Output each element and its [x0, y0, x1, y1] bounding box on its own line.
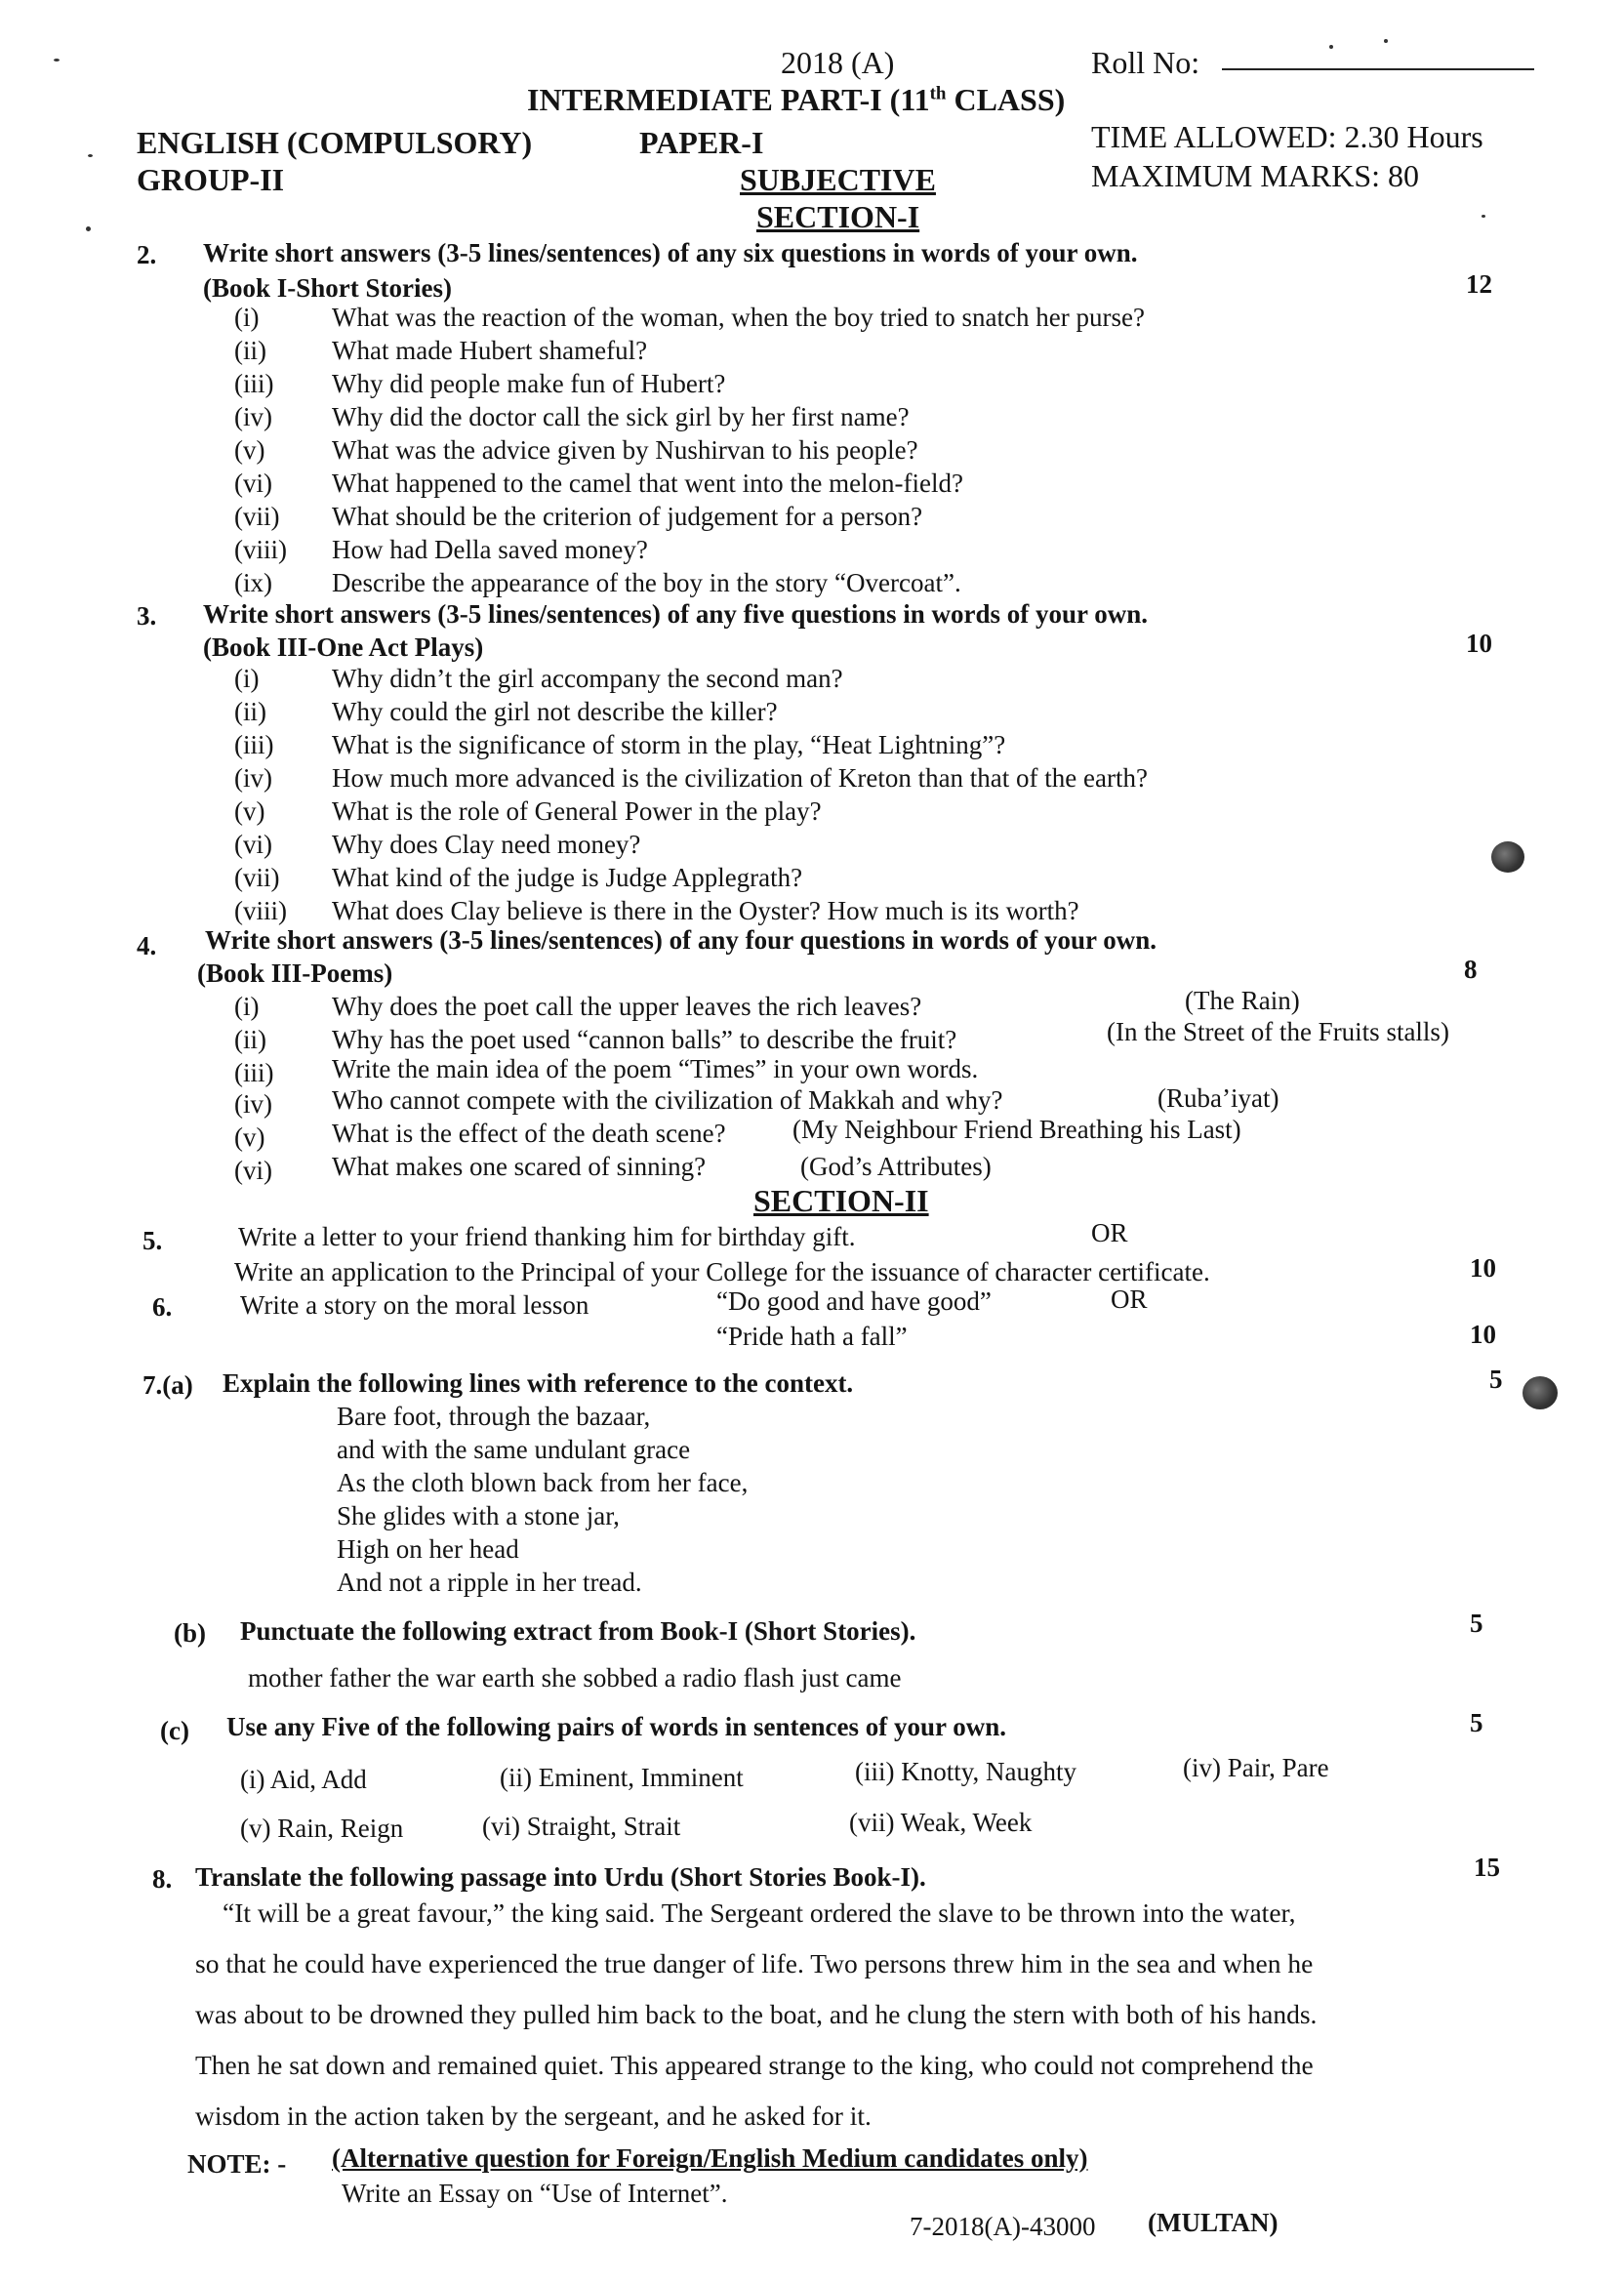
q4-marks: 8 [1464, 955, 1478, 984]
q3-number: 3. [137, 601, 157, 631]
q4-item-source: (God’s Attributes) [800, 1152, 992, 1181]
poem-line: As the cloth blown back from her face, [337, 1468, 749, 1497]
q3-item-text: What is the significance of storm in the play, “Heat Lightning”? [332, 730, 1006, 759]
q3-item-text: What kind of the judge is Judge Applegrath? [332, 863, 803, 892]
passage-line: wisdom in the action taken by the sergeant, and he asked for it. [195, 2100, 872, 2131]
q4-item-label: (i) [234, 992, 260, 1021]
q4-item-text: Who cannot compete with the civilization of Makkah and why? [332, 1085, 1003, 1115]
q2-item-label: (v) [234, 435, 265, 465]
q4-instruction: Write short answers (3-5 lines/sentences) of any four questions in words of your own. [205, 925, 1157, 955]
q4-item-label: (vi) [234, 1156, 272, 1185]
q2-item-text: Describe the appearance of the boy in the story “Overcoat”. [332, 568, 961, 597]
q2-item-label: (iii) [234, 369, 274, 398]
word-pair: (vi) Straight, Strait [482, 1812, 681, 1841]
q6-or: OR [1111, 1285, 1148, 1314]
q7b-instruction: Punctuate the following extract from Book-I (Short Stories). [240, 1616, 916, 1646]
q2-item-text: Why did people make fun of Hubert? [332, 369, 726, 398]
scan-speck [1329, 45, 1333, 49]
passage-line: Then he sat down and remained quiet. This appeared strange to the king, who could not comprehend the [195, 2050, 1314, 2080]
scan-speck [86, 226, 91, 231]
word-pair: (iv) Pair, Pare [1183, 1753, 1329, 1782]
q2-item-label: (ix) [234, 568, 272, 597]
q4-item-source: (In the Street of the Fruits stalls) [1107, 1017, 1449, 1046]
q3-item-label: (iv) [234, 763, 272, 793]
q3-item-label: (vi) [234, 830, 272, 859]
q2-marks: 12 [1466, 269, 1492, 299]
passage-line: “It will be a great favour,” the king said. The Sergeant ordered the slave to be thrown into the water, [223, 1897, 1296, 1928]
word-pair: (iii) Knotty, Naughty [855, 1757, 1076, 1786]
paper-code: 7-2018(A)-43000 [910, 2212, 1096, 2241]
time-allowed: TIME ALLOWED: 2.30 Hours [1091, 119, 1483, 154]
q7b-marks: 5 [1470, 1609, 1483, 1638]
q6-marks: 10 [1470, 1320, 1496, 1349]
poem-line: High on her head [337, 1534, 519, 1564]
exam-level-superscript: th [929, 83, 947, 104]
maximum-marks: MAXIMUM MARKS: 80 [1091, 158, 1420, 193]
q3-book: (Book III-One Act Plays) [203, 632, 484, 662]
q4-number: 4. [137, 931, 157, 960]
q3-item-label: (iii) [234, 730, 274, 759]
subject-title: ENGLISH (COMPULSORY) [137, 125, 533, 160]
q8-marks: 15 [1474, 1853, 1500, 1882]
q7b-number: (b) [174, 1618, 206, 1648]
scan-speck [54, 59, 60, 61]
q4-item-label: (v) [234, 1122, 265, 1152]
section-2-title: SECTION-II [753, 1183, 929, 1218]
q2-item-text: How had Della saved money? [332, 535, 648, 564]
q3-item-text: What does Clay believe is there in the Oyster? How much is its worth? [332, 896, 1079, 925]
q3-item-label: (v) [234, 796, 265, 826]
q4-item-text: Why does the poet call the upper leaves the rich leaves? [332, 992, 922, 1021]
q2-item-label: (vii) [234, 502, 280, 531]
exam-level [527, 82, 1065, 118]
q5-number: 5. [142, 1226, 163, 1255]
q2-item-label: (ii) [234, 336, 266, 365]
exam-year: 2018 (A) [781, 45, 895, 80]
paper-region: (MULTAN) [1148, 2208, 1279, 2237]
scan-speck [1482, 215, 1485, 218]
paper-title: PAPER-I [639, 125, 764, 160]
q4-item-label: (iii) [234, 1058, 274, 1087]
poem-line: Bare foot, through the bazaar, [337, 1402, 651, 1431]
q3-item-label: (viii) [234, 896, 287, 925]
paper-type: SUBJECTIVE [740, 162, 936, 197]
note-label: NOTE: - [187, 2149, 287, 2179]
q3-item-text: What is the role of General Power in the play? [332, 796, 822, 826]
poem-line: And not a ripple in her tread. [337, 1568, 642, 1597]
exam-level-end: CLASS) [946, 82, 1066, 117]
q4-item-text: Write the main idea of the poem “Times” in your own words. [332, 1054, 979, 1083]
q7c-instruction: Use any Five of the following pairs of words in sentences of your own. [226, 1712, 1006, 1741]
poem-line: and with the same undulant grace [337, 1435, 691, 1464]
q4-item-text: What makes one scared of sinning? [332, 1152, 707, 1181]
passage-line: was about to be drowned they pulled him back to the boat, and he clung the stern with both of his hands. [195, 1999, 1318, 2029]
q7a-marks: 5 [1489, 1365, 1503, 1394]
q2-instruction: Write short answers (3-5 lines/sentences) of any six questions in words of your own. [203, 238, 1138, 267]
q4-item-source: (The Rain) [1185, 986, 1300, 1015]
q3-item-label: (i) [234, 664, 260, 693]
q3-instruction: Write short answers (3-5 lines/sentences) of any five questions in words of your own. [203, 599, 1148, 629]
q8-instruction: Translate the following passage into Urdu (Short Stories Book-I). [195, 1862, 926, 1892]
q5-option-application: Write an application to the Principal of your College for the issuance of character certificate. [234, 1257, 1210, 1286]
q5-option-letter: Write a letter to your friend thanking him for birthday gift. [238, 1222, 856, 1251]
q2-item-label: (viii) [234, 535, 287, 564]
q4-item-label: (ii) [234, 1025, 266, 1054]
q2-item-text: What made Hubert shameful? [332, 336, 648, 365]
q3-item-text: Why could the girl not describe the killer? [332, 697, 778, 726]
word-pair: (vii) Weak, Week [849, 1808, 1033, 1837]
q5-or: OR [1091, 1218, 1128, 1247]
q2-item-text: What happened to the camel that went into the melon-field? [332, 469, 964, 498]
q4-item-text: Why has the poet used “cannon balls” to describe the fruit? [332, 1025, 957, 1054]
scan-speck [1384, 39, 1388, 43]
q7a-instruction: Explain the following lines with reference to the context. [223, 1368, 854, 1398]
q2-item-text: Why did the doctor call the sick girl by her first name? [332, 402, 910, 431]
q2-item-text: What should be the criterion of judgement for a person? [332, 502, 923, 531]
word-pair: (ii) Eminent, Imminent [500, 1763, 744, 1792]
word-pair: (v) Rain, Reign [240, 1814, 404, 1843]
q2-item-text: What was the reaction of the woman, when the boy tried to snatch her purse? [332, 303, 1145, 332]
q4-item-source: (Ruba’iyat) [1157, 1083, 1279, 1113]
q3-item-label: (vii) [234, 863, 280, 892]
q4-item-label: (iv) [234, 1089, 272, 1119]
q7c-marks: 5 [1470, 1708, 1483, 1737]
q7a-number: 7.(a) [142, 1370, 193, 1400]
q4-book: (Book III-Poems) [197, 958, 393, 988]
passage-line: so that he could have experienced the true danger of life. Two persons threw him in the sea and when he [195, 1948, 1314, 1978]
q6-option-1: “Do good and have good” [716, 1286, 992, 1316]
section-1-title: SECTION-I [756, 199, 920, 234]
q2-item-label: (i) [234, 303, 260, 332]
q7b-extract: mother father the war earth she sobbed a radio flash just came [248, 1663, 902, 1693]
group-title: GROUP-II [137, 162, 285, 197]
poem-line: She glides with a stone jar, [337, 1501, 620, 1530]
scan-speck [88, 154, 93, 157]
q2-book: (Book I-Short Stories) [203, 273, 452, 303]
q6-option-2: “Pride hath a fall” [716, 1322, 908, 1351]
q3-item-text: Why does Clay need money? [332, 830, 641, 859]
q6-number: 6. [152, 1292, 173, 1322]
q3-item-text: Why didn’t the girl accompany the second man? [332, 664, 843, 693]
q2-item-text: What was the advice given by Nushirvan to his people? [332, 435, 918, 465]
roll-number-label: Roll No: [1091, 45, 1200, 80]
word-pair: (i) Aid, Add [240, 1765, 367, 1794]
q2-item-label: (iv) [234, 402, 272, 431]
q3-item-label: (ii) [234, 697, 266, 726]
roll-number-field[interactable] [1222, 68, 1534, 70]
q5-marks: 10 [1470, 1253, 1496, 1283]
q6-lead: Write a story on the moral lesson [240, 1290, 589, 1320]
ink-blot [1522, 1376, 1558, 1409]
note-essay: Write an Essay on “Use of Internet”. [342, 2179, 728, 2208]
q8-number: 8. [152, 1864, 173, 1894]
note-heading: (Alternative question for Foreign/English Medium candidates only) [332, 2143, 1088, 2173]
ink-blot [1491, 841, 1524, 873]
exam-level-text: INTERMEDIATE PART-I (11 [527, 82, 930, 117]
q4-item-text: What is the effect of the death scene? [332, 1119, 726, 1148]
q7c-number: (c) [160, 1716, 189, 1745]
q4-item-source: (My Neighbour Friend Breathing his Last) [792, 1115, 1241, 1144]
q2-number: 2. [137, 240, 157, 269]
q3-marks: 10 [1466, 629, 1492, 658]
q3-item-text: How much more advanced is the civilization of Kreton than that of the earth? [332, 763, 1148, 793]
q2-item-label: (vi) [234, 469, 272, 498]
